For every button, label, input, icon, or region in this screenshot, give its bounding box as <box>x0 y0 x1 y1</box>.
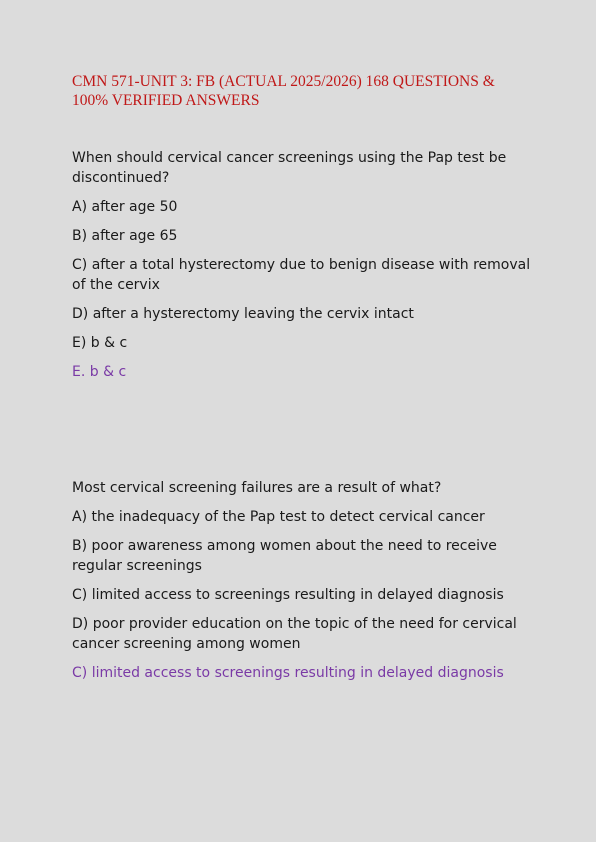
answer-option-b: B) after age 65 <box>72 228 178 244</box>
answer-option-d: D) after a hysterectomy leaving the cervix intact <box>72 306 414 322</box>
document-title: CMN 571-UNIT 3: FB (ACTUAL 2025/2026) 168 QUESTIONS & 100% VERIFIED ANSWERS <box>72 73 495 109</box>
answer-option-c: C) after a total hysterectomy due to benign disease with removal of the cervix <box>72 257 531 293</box>
answer-option-e: E) b & c <box>72 335 128 351</box>
answer-option-c: C) limited access to screenings resulting in delayed diagnosis <box>72 587 504 603</box>
answer-option-b: B) poor awareness among women about the need to receive regular screenings <box>72 538 497 574</box>
question-block-2 <box>72 478 542 692</box>
answer-option-a: A) after age 50 <box>72 199 178 215</box>
correct-answer: E. b & c <box>72 364 127 380</box>
answer-option-d: D) poor provider education on the topic of the need for cervical cancer screening among women <box>72 616 517 652</box>
answer-option-a: A) the inadequacy of the Pap test to detect cervical cancer <box>72 509 485 525</box>
question-block-1 <box>72 148 542 391</box>
correct-answer: C) limited access to screenings resulting in delayed diagnosis <box>72 665 504 681</box>
question-text: Most cervical screening failures are a result of what? <box>72 480 442 496</box>
question-text: When should cervical cancer screenings using the Pap test be discontinued? <box>72 150 507 186</box>
